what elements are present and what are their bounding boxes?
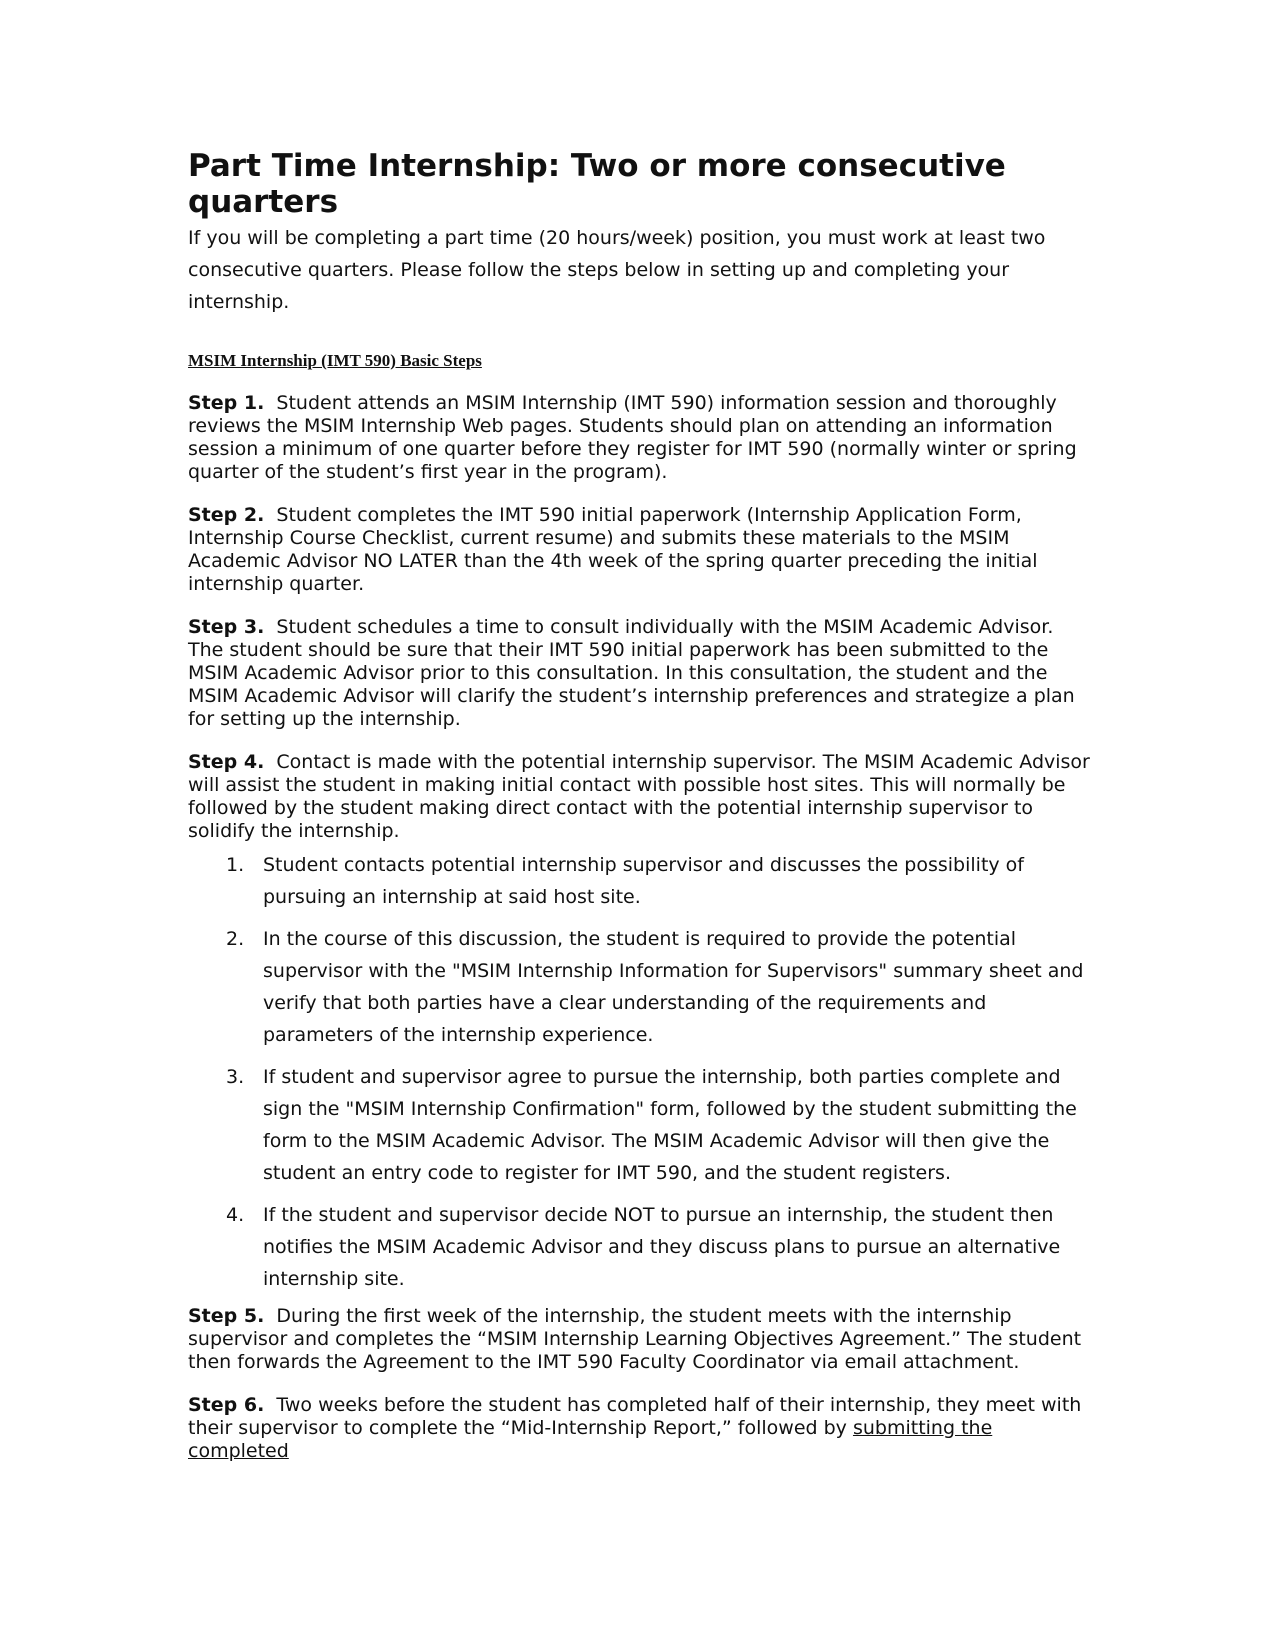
list-item-number: 3.	[226, 1066, 245, 1088]
list-item	[188, 1061, 1093, 1189]
step-label: Step 3.	[188, 616, 265, 638]
document-page	[188, 148, 1093, 1463]
list-item-number: 4.	[226, 1204, 245, 1226]
step-6	[188, 1394, 1093, 1463]
section-heading: MSIM Internship (IMT 590) Basic Steps	[188, 351, 482, 370]
list-item	[188, 1199, 1093, 1295]
list-item	[188, 923, 1093, 1051]
step-3	[188, 616, 1093, 731]
step-1	[188, 392, 1093, 484]
step-label: Step 6.	[188, 1394, 265, 1416]
step-4-substeps	[188, 849, 1093, 1295]
step-label: Step 2.	[188, 504, 265, 526]
step-text: Two weeks before the student has completed half of their internship, they meet with their supervisor to complete the “Mid-Internship Report,” followed by	[188, 1394, 1082, 1439]
underlined-text: submitting the completed	[188, 1417, 993, 1462]
step-text: Student completes the IMT 590 initial paperwork (Internship Application Form, Internship Course Checklist, current resume) and submits these materials to the MSIM Academic Advisor NO LATER than the 4th week of the spring quarter preceding the initial internship quarter.	[188, 504, 1038, 595]
step-text: Student schedules a time to consult individually with the MSIM Academic Advisor. The student should be sure that their IMT 590 initial paperwork has been submitted to the MSIM Academic Advisor prior to this consultation. In this consultation, the student and the MSIM Academic Advisor will clarify the student’s internship preferences and strategize a plan for setting up the internship.	[188, 616, 1075, 730]
list-item-text: In the course of this discussion, the student is required to provide the potential supervisor with the "MSIM Internship Information for Supervisors" summary sheet and verify that both parties have a clear understanding of the requirements and parameters of the internship experience.	[263, 928, 1084, 1046]
step-5	[188, 1305, 1093, 1374]
page-title: Part Time Internship: Two or more consecutive quarters	[188, 148, 1006, 220]
intro-paragraph: If you will be completing a part time (20 hours/week) position, you must work at least two consecutive quarters. Please follow the steps below in setting up and completing your internship.	[188, 227, 1046, 313]
step-label: Step 5.	[188, 1305, 265, 1327]
list-item-text: If student and supervisor agree to pursue the internship, both parties complete and sign the "MSIM Internship Confirmation" form, followed by the student submitting the form to the MSIM Academic Advisor. The MSIM Academic Advisor will then give the student an entry code to register for IMT 590, and the student registers.	[263, 1066, 1077, 1184]
list-item-text: Student contacts potential internship supervisor and discusses the possibility of pursuing an internship at said host site.	[263, 854, 1024, 908]
list-item	[188, 849, 1093, 913]
step-2	[188, 504, 1093, 596]
list-item-number: 1.	[226, 854, 245, 876]
list-item-number: 2.	[226, 928, 245, 950]
step-label: Step 4.	[188, 751, 265, 773]
step-text: Contact is made with the potential internship supervisor. The MSIM Academic Advisor will assist the student in making initial contact with possible host sites. This will normally be followed by the student making direct contact with the potential internship supervisor to solidify the internship.	[188, 751, 1090, 842]
step-label: Step 1.	[188, 392, 265, 414]
step-text: Student attends an MSIM Internship (IMT 590) information session and thoroughly reviews the MSIM Internship Web pages. Students should plan on attending an information session a minimum of one quarter before they register for IMT 590 (normally winter or spring quarter of the student’s first year in the program).	[188, 392, 1077, 483]
step-4	[188, 751, 1093, 843]
step-text: During the first week of the internship, the student meets with the internship supervisor and completes the “MSIM Internship Learning Objectives Agreement.” The student then forwards the Agreement to the IMT 590 Faculty Coordinator via email attachment.	[188, 1305, 1082, 1373]
list-item-text: If the student and supervisor decide NOT to pursue an internship, the student then notifies the MSIM Academic Advisor and they discuss plans to pursue an alternative internship site.	[263, 1204, 1061, 1290]
